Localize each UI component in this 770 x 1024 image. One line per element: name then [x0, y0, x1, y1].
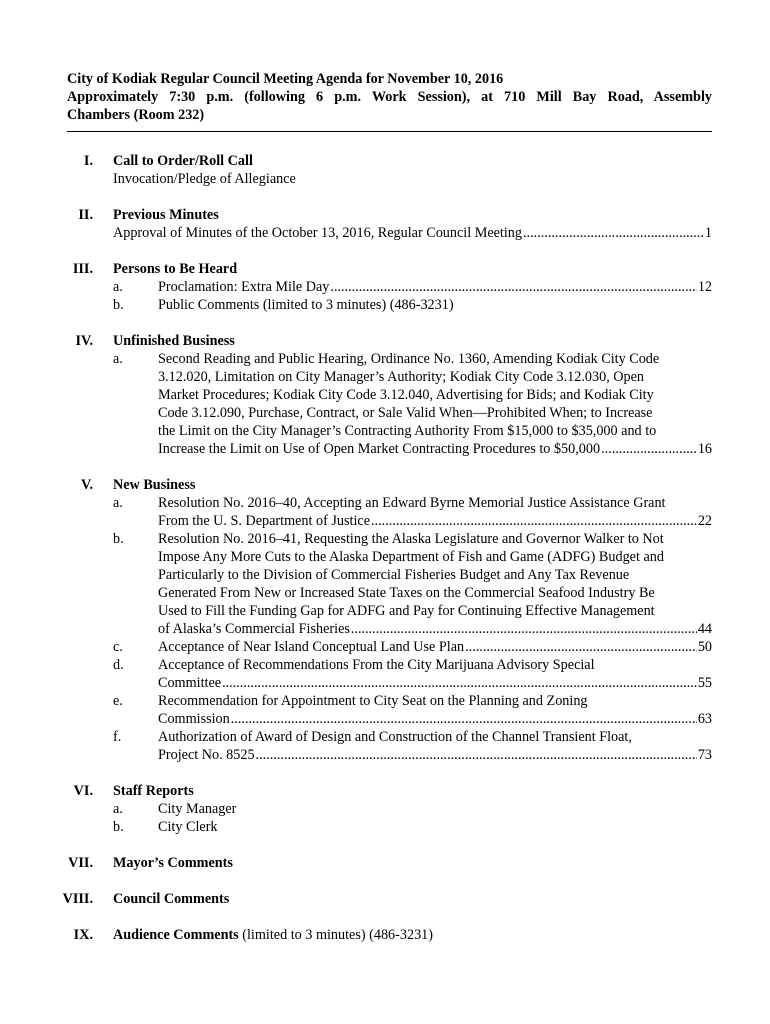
entry-text: Increase the Limit on Use of Open Market Contracting Procedures to $50,000 [158, 441, 601, 457]
header-time-location: Approximately 7:30 p.m. (following 6 p.m. Work Session), at 710 Mill Bay Road, Assembly [67, 89, 712, 105]
agenda-entry [158, 440, 712, 458]
entry-text: Acceptance of Near Island Conceptual Land Use Plan [158, 639, 465, 655]
section-title: Council Comments [113, 891, 230, 907]
entry-text: Proclamation: Extra Mile Day [158, 279, 330, 295]
agenda-entry [158, 512, 712, 530]
agenda-item [113, 296, 712, 314]
item-letter: a. [113, 495, 123, 511]
section-number: VII. [68, 855, 93, 871]
section-title: New Business [113, 477, 196, 493]
page-number: 22 [697, 513, 712, 529]
entry-text: City Clerk [158, 819, 218, 835]
entry-text: Committee [158, 675, 222, 691]
entry-text: of Alaska’s Commercial Fisheries [158, 621, 350, 637]
agenda-item [113, 800, 712, 818]
entry-line: Used to Fill the Funding Gap for ADFG and Pay for Continuing Effective Management [158, 603, 655, 619]
item-letter: f. [113, 729, 122, 745]
agenda-entry [158, 638, 712, 656]
item-letter: b. [113, 297, 124, 313]
section-number: III. [72, 261, 93, 277]
agenda-page [62, 70, 712, 962]
item-letter: b. [113, 531, 124, 547]
item-letter: a. [113, 351, 123, 367]
page-number: 44 [697, 621, 712, 637]
entry-line: Impose Any More Cuts to the Alaska Department of Fish and Game (ADFG) Budget and [158, 549, 664, 565]
section-number: VI. [73, 783, 93, 799]
agenda-entry [113, 224, 712, 242]
item-letter: c. [113, 639, 123, 655]
agenda-item [113, 494, 712, 530]
entry-line: Market Procedures; Kodiak City Code 3.12.040, Advertising for Bids; and Kodiak City [158, 387, 654, 403]
entry-line: Recommendation for Appointment to City Seat on the Planning and Zoning [158, 693, 588, 709]
agenda-header [67, 70, 712, 124]
header-room: Chambers (Room 232) [67, 107, 205, 123]
section-persons-to-be-heard [67, 260, 712, 314]
section-title: Persons to Be Heard [113, 261, 238, 277]
dot-leader [231, 710, 697, 728]
dot-leader [523, 224, 704, 242]
page-number: 73 [697, 747, 712, 763]
page-number: 1 [704, 225, 712, 241]
agenda-item [113, 692, 712, 728]
entry-text: From the U. S. Department of Justice [158, 513, 370, 529]
agenda-item [113, 638, 712, 656]
entry-line: Code 3.12.090, Purchase, Contract, or Sale Valid When—Prohibited When; to Increase [158, 405, 653, 421]
section-subtitle: Invocation/Pledge of Allegiance [113, 171, 296, 187]
entry-text: Public Comments (limited to 3 minutes) (486-3231) [158, 297, 454, 313]
section-unfinished-business [67, 332, 712, 458]
entry-line: Acceptance of Recommendations From the City Marijuana Advisory Special [158, 657, 595, 673]
header-title: City of Kodiak Regular Council Meeting Agenda for November 10, 2016 [67, 71, 504, 87]
agenda-item [113, 350, 712, 458]
agenda-item [113, 728, 712, 764]
entry-text: City Manager [158, 801, 237, 817]
item-letter: a. [113, 279, 123, 295]
item-letter: b. [113, 819, 124, 835]
agenda-item [113, 278, 712, 296]
dot-leader [465, 638, 697, 656]
section-new-business [67, 476, 712, 764]
entry-text: Approval of Minutes of the October 13, 2016, Regular Council Meeting [113, 225, 522, 241]
section-call-to-order [67, 152, 712, 188]
section-number: V. [81, 477, 93, 493]
agenda-item [113, 530, 712, 638]
section-title: Call to Order/Roll Call [113, 153, 253, 169]
entry-line: the Limit on the City Manager’s Contracting Authority From $15,000 to $35,000 and to [158, 423, 657, 439]
entry-line: Second Reading and Public Hearing, Ordinance No. 1360, Amending Kodiak City Code [158, 351, 660, 367]
agenda-entry [158, 710, 712, 728]
entry-line: Authorization of Award of Design and Construction of the Channel Transient Float, [158, 729, 632, 745]
page-number: 63 [697, 711, 712, 727]
page-number: 12 [697, 279, 712, 295]
entry-text: Project No. 8525 [158, 747, 255, 763]
dot-leader [601, 440, 697, 458]
section-title: Audience Comments [113, 927, 239, 943]
section-number: IX. [73, 927, 93, 943]
agenda-entry [158, 278, 712, 296]
section-staff-reports [67, 782, 712, 836]
entry-line: Resolution No. 2016–41, Requesting the Alaska Legislature and Governor Walker to Not [158, 531, 664, 547]
section-council-comments [62, 890, 712, 908]
section-previous-minutes [67, 206, 712, 242]
section-number: II. [78, 207, 93, 223]
header-divider [67, 131, 712, 132]
dot-leader [351, 620, 697, 638]
agenda-entry [158, 674, 712, 692]
entry-text: Commission [158, 711, 230, 727]
section-mayors-comments [67, 854, 712, 872]
entry-line: 3.12.020, Limitation on City Manager’s Authority; Kodiak City Code 3.12.030, Open [158, 369, 645, 385]
dot-leader [330, 278, 696, 296]
item-letter: e. [113, 693, 123, 709]
page-number: 55 [697, 675, 712, 691]
agenda-entry [158, 620, 712, 638]
section-title: Unfinished Business [113, 333, 235, 349]
section-title-note: (limited to 3 minutes) (486-3231) [238, 927, 433, 943]
section-title: Previous Minutes [113, 207, 219, 223]
dot-leader [256, 746, 697, 764]
agenda-entry [158, 746, 712, 764]
section-title: Staff Reports [113, 783, 194, 799]
entry-line: Particularly to the Division of Commercial Fisheries Budget and Any Tax Revenue [158, 567, 630, 583]
section-title: Mayor’s Comments [113, 855, 233, 871]
dot-leader [222, 674, 697, 692]
page-number: 16 [697, 441, 712, 457]
entry-line: Generated From New or Increased State Taxes on the Commercial Seafood Industry Be [158, 585, 655, 601]
section-audience-comments [67, 926, 712, 944]
agenda-item [113, 818, 712, 836]
section-number: IV. [75, 333, 93, 349]
item-letter: a. [113, 801, 123, 817]
agenda-item [113, 656, 712, 692]
item-letter: d. [113, 657, 124, 673]
entry-line: Resolution No. 2016–40, Accepting an Edward Byrne Memorial Justice Assistance Grant [158, 495, 666, 511]
page-number: 50 [697, 639, 712, 655]
section-number: I. [83, 153, 93, 169]
section-title-line [113, 926, 712, 944]
dot-leader [371, 512, 697, 530]
section-number: VIII. [62, 891, 93, 907]
